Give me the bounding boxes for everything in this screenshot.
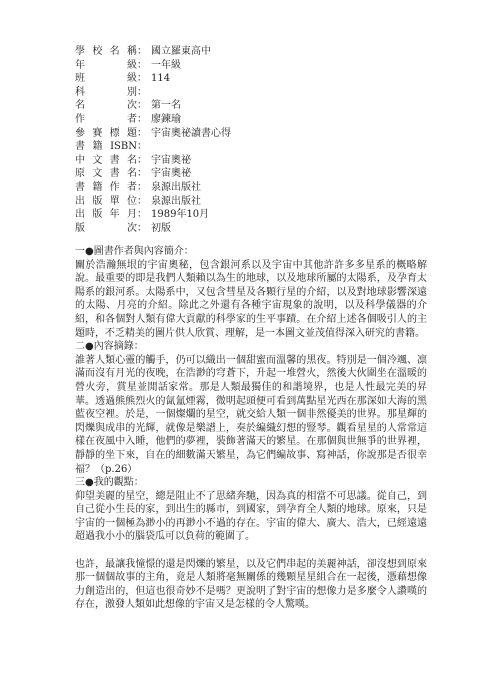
meta-value bbox=[147, 86, 151, 100]
meta-label: 年 級 bbox=[75, 59, 137, 71]
meta-label: 版 次 bbox=[75, 222, 137, 234]
meta-row-rank: 名 次 ： 第一名 bbox=[75, 100, 181, 112]
meta-value: 泉源出版社 bbox=[151, 195, 201, 207]
intro-paragraph: 關於浩瀚無垠的宇宙奧秘，包含銀河系以及宇宙中其他許許多多星系的概略解說。最重要的即是我們人類賴以為生的地球，以及地球所屬的太陽系，及孕育太陽系的銀河系。太陽系中，又包含彗星及各顆行星的介紹，以及對地球影響深遠的太陽、月亮的介紹。除此之外還有各種宇宙現象的說明，以及科學儀器的介紹，和各個對人類有偉大貢獻的科學家的生平事蹟。在介紹上述各個吸引人的主題時，不乏精美的圖片供人欣賞、理解，是一本圖文並茂值得深入研究的書籍。 bbox=[75, 259, 427, 339]
meta-label: 科 別 bbox=[75, 86, 137, 98]
meta-label: 書籍作者 bbox=[75, 181, 137, 193]
meta-value: 廖鍊瑜 bbox=[151, 113, 181, 125]
meta-row-grade: 年 級 ： 一年級 bbox=[75, 59, 181, 71]
metadata-block bbox=[75, 45, 231, 235]
excerpt-paragraph: 誰著人類心靈的觸手，仍可以織出一個甜蜜而溫馨的黑夜。特別是一個冷颯、凛滿而沒有月光的夜晚，在浩渺的穹蒼下，升起一堆營火，然後大伙圍坐在溫暖的營火旁，賞星並閒話家常。那是人類最獨佳的和諧境界，也是人性最完美的昇華。透過熊熊烈火的氤氳煙霧，微明起頭便可看到萬點星光西在那深如大海的黑藍夜空裡。於是，一個燦爛的星空，就交給人類一個非然優美的世界。那星輝的閃爍與成串的光輝，就像是樂譜上，奏於編織幻想的豎琴。觀看星星的人常常這樣在夜風中入睡，他們的夢裡，裝飾著滿天的繁星。在那個與世無爭的世界裡，靜靜的坐下來，自在的細數滿天繁星，為它們編故事、寫神話，你說那是否很幸福？（p.26） bbox=[75, 354, 427, 475]
meta-value: 1989年10月 bbox=[151, 209, 210, 221]
meta-label: 學校名稱 bbox=[75, 46, 137, 57]
meta-value: 宇宙奧祕 bbox=[151, 168, 191, 180]
essay-body bbox=[75, 245, 427, 612]
meta-label: 班 級 bbox=[75, 73, 137, 85]
meta-row-department: 科 別 ： bbox=[75, 86, 231, 100]
meta-label: 原文書名 bbox=[75, 168, 137, 180]
meta-row-school: 學校名稱 ： 國立羅東高中 bbox=[75, 46, 211, 57]
meta-row-class: 班 級 ： 114 bbox=[75, 73, 171, 85]
meta-row-author: 作 者 ： 廖鍊瑜 bbox=[75, 113, 181, 125]
meta-value: 宇宙奧祕 bbox=[151, 154, 191, 166]
meta-value: 114 bbox=[151, 73, 171, 85]
meta-value: 一年級 bbox=[151, 59, 181, 71]
meta-row-title: 參賽標題 ： 宇宙奧祕讀書心得 bbox=[75, 127, 231, 139]
meta-label: 出版單位 bbox=[75, 195, 137, 207]
meta-label: 作 者 bbox=[75, 113, 137, 125]
section-title-excerpt: 二●內容摘錄： bbox=[75, 341, 144, 353]
section-title-intro: 一●圖書作者與內容簡介： bbox=[75, 246, 194, 257]
meta-value: 宇宙奧祕讀書心得 bbox=[151, 127, 231, 139]
opinion-paragraph-2: 也許，最讓我憧憬的還是閃爍的繁星，以及它們串起的美麗神話，卻沒想到原來那一個個故事的主角，竟是人類將毫無關係的幾顆星星組合在一起後，憑藉想像力創造出的，但這也很奇妙不是嗎？更說明了對宇宙的想像力是多麼令人讚嘆的存在，激發人類如此想像的宇宙又是怎樣的令人驚嘆。 bbox=[75, 558, 427, 611]
meta-value: 第一名 bbox=[151, 100, 181, 112]
meta-label: 名 次 bbox=[75, 100, 137, 112]
section-title-opinion: 三●我的觀點： bbox=[75, 477, 144, 489]
meta-value: 初版 bbox=[151, 222, 171, 234]
meta-row-publisher: 出版單位 ： 泉源出版社 bbox=[75, 195, 201, 207]
meta-row-original-title: 原文書名 ： 宇宙奧祕 bbox=[75, 168, 191, 180]
meta-row-publish-date: 出版年月 ： 1989年10月 bbox=[75, 209, 210, 221]
meta-value bbox=[147, 140, 151, 154]
meta-row-book-author: 書籍作者 ： 泉源出版社 bbox=[75, 181, 201, 193]
meta-label: 出版年月 bbox=[75, 209, 137, 221]
meta-row-edition: 版 次 ： 初版 bbox=[75, 222, 171, 234]
meta-value: 國立羅東高中 bbox=[151, 46, 211, 57]
meta-label: 中文書名 bbox=[75, 154, 137, 166]
meta-row-chinese-title: 中文書名 ： 宇宙奧祕 bbox=[75, 154, 191, 166]
opinion-paragraph-1: 仰望美麗的星空，總是阻止不了思緒奔馳，因為真的相當不可思議。從自己，到自己從小生長的家，到出生的縣市，到國家，到孕育全人類的地球。原來，只是宇宙的一個極為渺小的再渺小不過的存在。宇宙的偉大、廣大、浩大，已經遠遠超過我小小的腦袋瓜可以負荷的範圍了。 bbox=[75, 490, 427, 543]
meta-value: 泉源出版社 bbox=[151, 181, 201, 193]
meta-label: 參賽標題 bbox=[75, 127, 137, 139]
meta-row-isbn: 書籍ISBN ： bbox=[75, 140, 231, 154]
meta-label: 書籍ISBN bbox=[75, 141, 137, 153]
